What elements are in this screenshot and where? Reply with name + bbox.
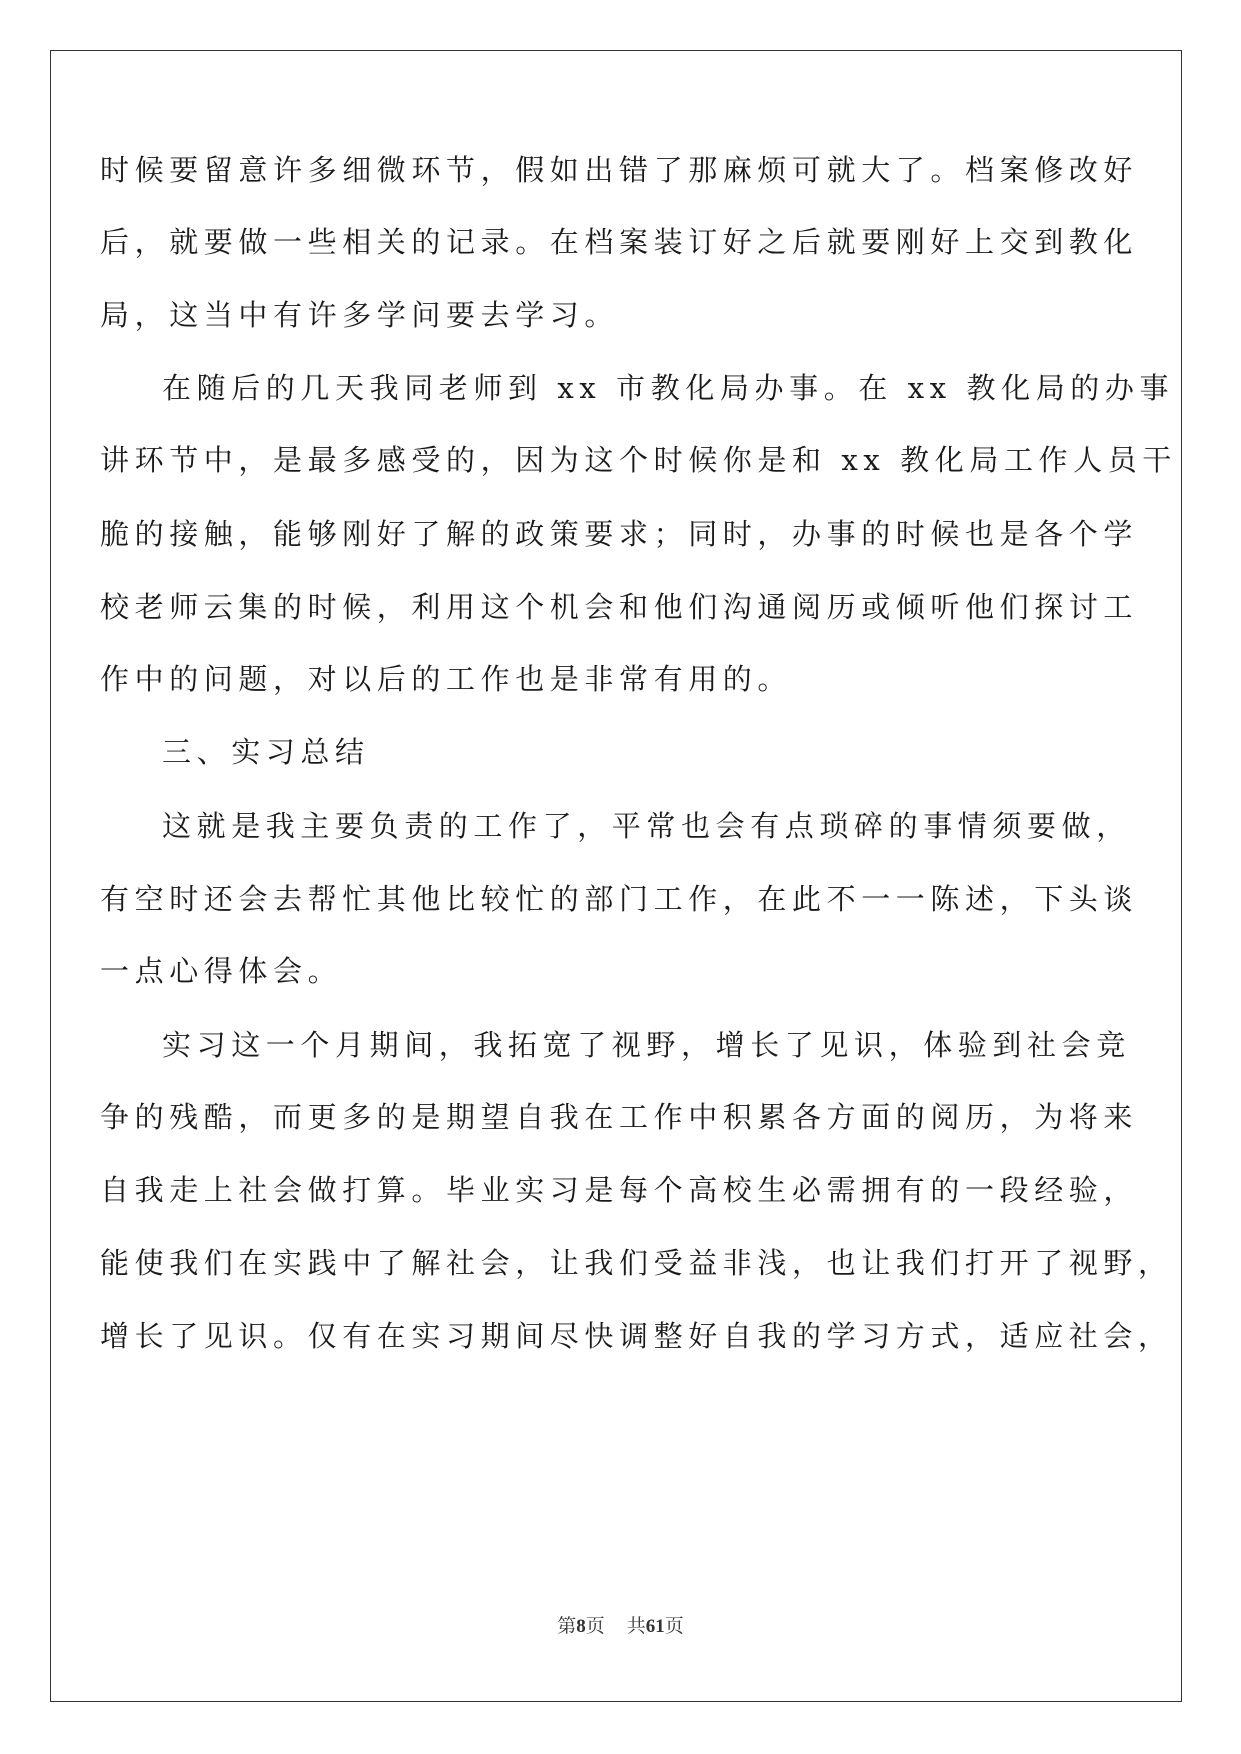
paragraph-line: 自我走上社会做打算。毕业实习是每个高校生必需拥有的一段经验， bbox=[100, 1173, 1139, 1207]
paragraph-first-line: 时候要留意许多细微环节，假如出错了那麻烦可就大了。档案修改好 bbox=[100, 153, 1139, 187]
paragraph-first-line: 这就是我主要负责的工作了，平常也会有点琐碎的事情须要做， bbox=[162, 809, 1131, 843]
page-number: 8 bbox=[576, 1616, 586, 1637]
total-pages: 61 bbox=[645, 1616, 665, 1637]
paragraph-line: 一点心得体会。 bbox=[100, 954, 343, 988]
paragraph-first-line: 在随后的几天我同老师到 xx 市教化局办事。在 xx 教化局的办事 bbox=[162, 371, 1175, 405]
page-footer bbox=[0, 1615, 1241, 1639]
paragraph-line: 校老师云集的时候，利用这个机会和他们沟通阅历或倾听他们探讨工 bbox=[100, 590, 1139, 624]
total-prefix: 共 bbox=[626, 1616, 646, 1637]
paragraph-line: 后，就要做一些相关的记录。在档案装订好之后就要刚好上交到教化 bbox=[100, 225, 1139, 259]
paragraph-first-line: 实习这一个月期间，我拓宽了视野，增长了见识，体验到社会竞 bbox=[162, 1028, 1131, 1062]
paragraph-line: 增长了见识。仅有在实习期间尽快调整好自我的学习方式，适应社会， bbox=[100, 1319, 1173, 1353]
paragraph-first-line: 三、实习总结 bbox=[162, 735, 370, 769]
paragraph-line: 脆的接触，能够刚好了解的政策要求；同时，办事的时候也是各个学 bbox=[100, 517, 1139, 551]
paragraph-line: 讲环节中，是最多感受的，因为这个时候你是和 xx 教化局工作人员干 bbox=[100, 443, 1177, 477]
paragraph-line: 作中的问题，对以后的工作也是非常有用的。 bbox=[100, 662, 793, 696]
page-prefix: 第 bbox=[557, 1616, 577, 1637]
page-suffix: 页 bbox=[585, 1616, 605, 1637]
paragraph-line: 局，这当中有许多学问要去学习。 bbox=[100, 298, 620, 332]
paragraph-line: 有空时还会去帮忙其他比较忙的部门工作，在此不一一陈述，下头谈 bbox=[100, 882, 1139, 916]
paragraph-line: 争的残酷，而更多的是期望自我在工作中积累各方面的阅历，为将来 bbox=[100, 1100, 1139, 1134]
paragraph-line: 能使我们在实践中了解社会，让我们受益非浅，也让我们打开了视野， bbox=[100, 1246, 1173, 1280]
total-suffix: 页 bbox=[664, 1616, 684, 1637]
